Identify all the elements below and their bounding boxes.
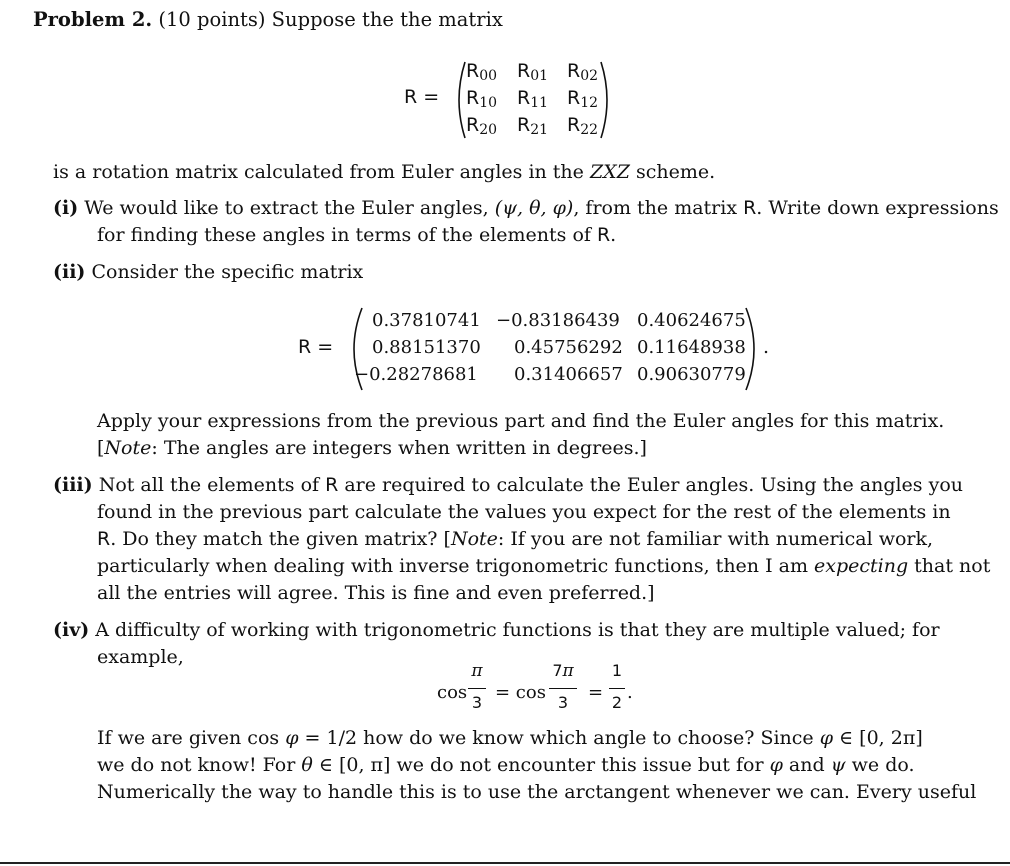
part-iv-line-1: (iv) A difficulty of working with trigonometric functions is that they are multiple valued; for [53, 619, 940, 641]
matrix-value-01: −0.83186439 [496, 310, 620, 331]
fraction-3-denominator: 2 [611, 693, 623, 712]
part-iv-line-5: Numerically the way to handle this is to use the arctangent whenever we can. Every useful [97, 781, 977, 803]
matrix-value-20: −0.28278681 [354, 364, 478, 385]
matrix-cell-10: $R_{10}$ [466, 87, 498, 111]
part-iii-line-4: particularly when dealing with inverse trigonometric functions, then I am expecting that not [97, 555, 991, 577]
right-paren-icon [598, 60, 616, 140]
part-iii-line-3: R. Do they match the given matrix? [Note: If you are not familiar with numerical work, [97, 528, 934, 550]
part-iv-line-2: example, [97, 646, 184, 668]
fraction-2-bar [549, 688, 577, 689]
equals-sign: = [588, 682, 604, 703]
fraction-3-bar [609, 688, 625, 689]
part-iii-line-1: (iii) Not all the elements of R are required to calculate the Euler angles. Using the angles you [53, 474, 964, 496]
part-ii-label: (ii) [53, 261, 86, 283]
part-ii-line-1: (ii) Consider the specific matrix [53, 261, 364, 283]
part-iii-line-5: all the entries will agree. This is fine and even preferred.] [97, 582, 655, 604]
right-paren-icon [743, 306, 765, 392]
fraction-1-numerator: π [471, 661, 483, 681]
matrix-period: . [763, 336, 770, 358]
matrix-cell-20: $R_{20}$ [466, 114, 498, 138]
matrix-value-02: 0.40624675 [637, 310, 746, 331]
rotation-statement: is a rotation matrix calculated from Euler angles in the ZXZ scheme. [53, 161, 716, 183]
scheme-name: ZXZ [589, 161, 630, 183]
fraction-1-bar [468, 688, 486, 689]
part-i-line-1: (i) We would like to extract the Euler angles, (ψ, θ, φ), from the matrix R. Write down expressions [53, 197, 999, 219]
matrix-cell-12: $R_{12}$ [567, 87, 599, 111]
matrix-cell-01: $R_{01}$ [517, 60, 549, 84]
matrix-cell-22: $R_{22}$ [567, 114, 599, 138]
matrix-value-22: 0.90630779 [637, 364, 746, 385]
fraction-3-numerator: 1 [611, 661, 623, 680]
matrix-value-10: 0.88151370 [372, 337, 481, 358]
matrix-value-11: 0.45756292 [514, 337, 623, 358]
cos-label-1: cos [437, 682, 468, 703]
problem-label: Problem 2. [33, 8, 153, 31]
equals-cos-label: = cos [495, 682, 546, 703]
part-i-label: (i) [53, 197, 79, 219]
part-iii-label: (iii) [53, 474, 93, 496]
part-iv-line-3: If we are given cos φ = 1/2 how do we know which angle to choose? Since φ ∈ [0, 2π] [97, 727, 923, 749]
equation-period: . [627, 682, 633, 703]
part-iv-line-4: we do not know! For θ ∈ [0, π] we do not encounter this issue but for φ and ψ we do. [97, 754, 915, 776]
page-bottom-rule [0, 862, 1010, 864]
matrix-cell-11: $R_{11}$ [517, 87, 549, 111]
general-matrix-lhs: R = [404, 86, 440, 108]
matrix-value-00: 0.37810741 [372, 310, 481, 331]
matrix-cell-02: $R_{02}$ [567, 60, 599, 84]
part-iii-line-2: found in the previous part calculate the values you expect for the rest of the elements in [97, 501, 951, 523]
matrix-value-21: 0.31406657 [514, 364, 623, 385]
matrix-value-12: 0.11648938 [637, 337, 746, 358]
matrix-cell-00: $R_{00}$ [466, 60, 498, 84]
specific-matrix-lhs: R = [298, 336, 334, 358]
fraction-2-numerator: 7π [552, 661, 574, 681]
fraction-1-denominator: 3 [471, 693, 483, 712]
part-ii-note: [Note: The angles are integers when written in degrees.] [97, 437, 647, 459]
problem-points: (10 points) [158, 8, 266, 31]
part-iv-label: (iv) [53, 619, 90, 641]
part-i-line-2: for finding these angles in terms of the elements of R. [97, 224, 617, 246]
problem-heading [33, 8, 503, 31]
part-ii-apply-line: Apply your expressions from the previous part and find the Euler angles for this matrix. [97, 410, 945, 432]
matrix-cell-21: $R_{21}$ [517, 114, 549, 138]
problem-intro: Suppose the the matrix [271, 8, 503, 31]
fraction-2-denominator: 3 [557, 693, 569, 712]
